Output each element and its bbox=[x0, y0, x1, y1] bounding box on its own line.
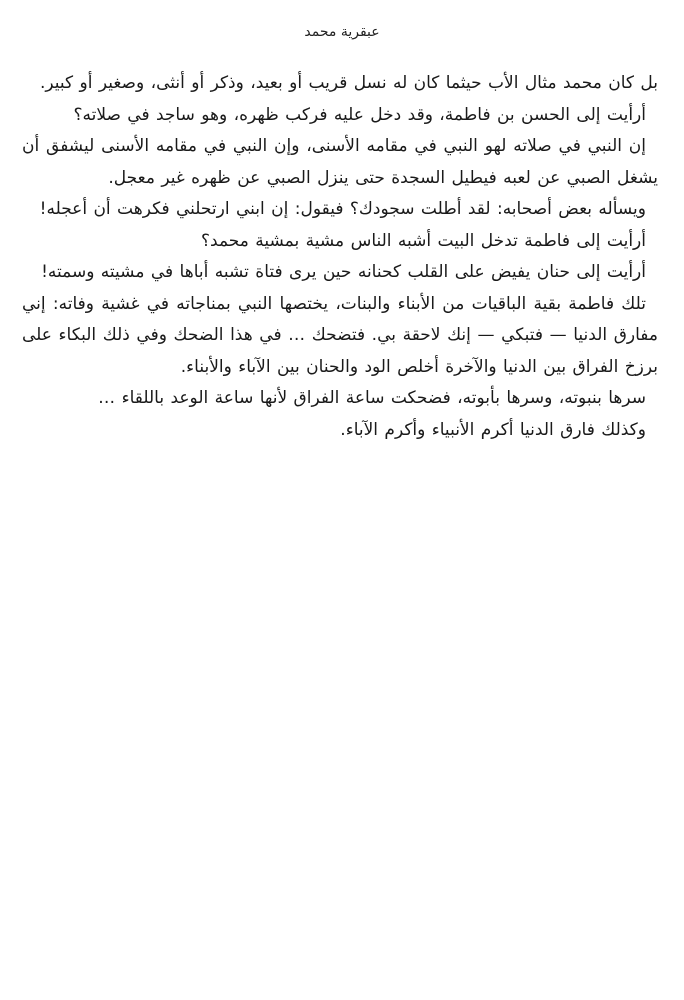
running-title: عبقرية محمد bbox=[304, 24, 380, 40]
paragraph: إن النبي في صلاته لهو النبي في مقامه الأسنى، وإن النبي في مقامه الأسنى ليشفق أن يشغل الصبي عن لعبه فيطيل السجدة حتى ينزل الصبي عن ظهره غير معجل. bbox=[22, 136, 658, 188]
paragraph: ويسأله بعض أصحابه: لقد أطلت سجودك؟ فيقول: إن ابني ارتحلني فكرهت أن أعجله! bbox=[39, 199, 646, 219]
paragraph: بل كان محمد مثال الأب حيثما كان له نسل قريب أو بعيد، وذكر أو أنثى، وصغير أو كبير. bbox=[39, 73, 658, 93]
paragraph: أرأيت إلى حنان يفيض على القلب كحنانه حين يرى فتاة تشبه أباها في مشيته وسمته! bbox=[41, 262, 646, 282]
body-text bbox=[22, 68, 658, 446]
paragraph: تلك فاطمة بقية الباقيات من الأبناء والبنات، يختصها النبي بمناجاته في غشية وفاته: إني مفارق الدنيا — فتبكي — إنك لاحقة بي. فتضحك … في هذا الضحك وفي ذلك البكاء على برزخ الفراق بين الدنيا والآخرة أخلص الود والحنان بين الآباء والأبناء. bbox=[22, 293, 658, 377]
paragraph: أرأيت إلى الحسن بن فاطمة، وقد دخل عليه فركب ظهره، وهو ساجد في صلاته؟ bbox=[73, 104, 646, 125]
paragraph: أرأيت إلى فاطمة تدخل البيت أشبه الناس مشية بمشية محمد؟ bbox=[201, 230, 646, 251]
paragraph: وكذلك فارق الدنيا أكرم الأنبياء وأكرم الآباء. bbox=[340, 419, 646, 440]
paragraph: سرها بنبوته، وسرها بأبوته، فضحكت ساعة الفراق لأنها ساعة الوعد باللقاء … bbox=[98, 388, 646, 408]
